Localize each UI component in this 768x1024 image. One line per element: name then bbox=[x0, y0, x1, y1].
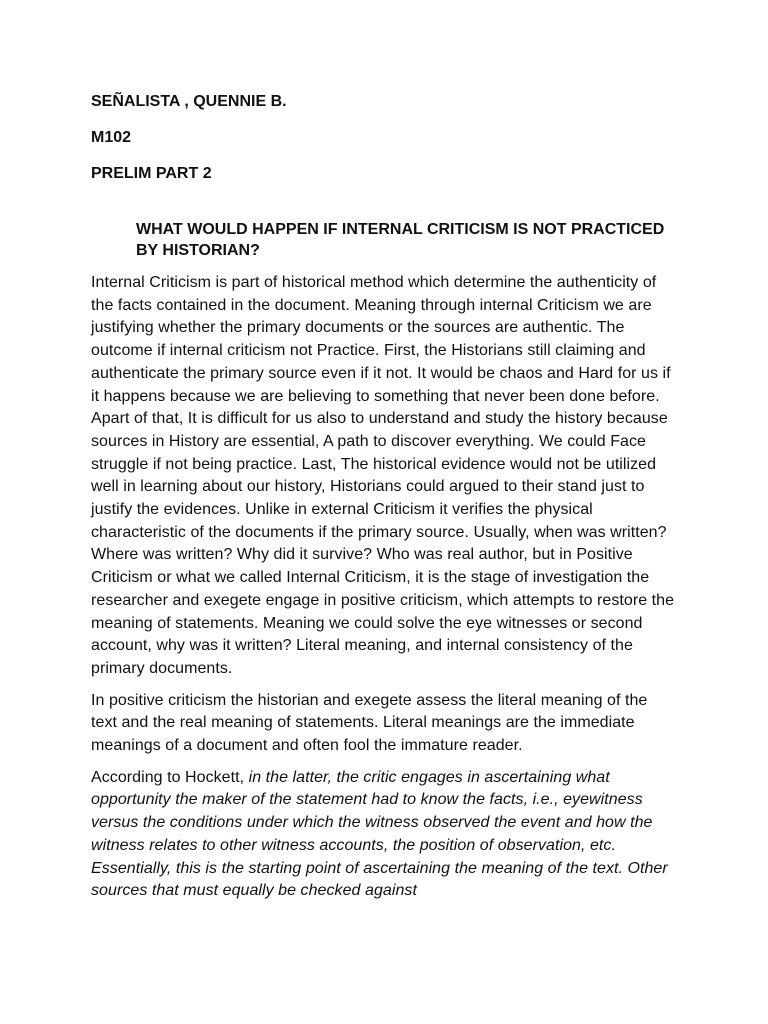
question-heading: WHAT WOULD HAPPEN IF INTERNAL CRITICISM IS NOT PRACTICED BY HISTORIAN? bbox=[136, 221, 665, 259]
paragraph-1 bbox=[91, 272, 677, 681]
paragraph-2-text: In positive criticism the historian and exegete assess the literal meaning of the text and the real meaning of statements. Literal meanings are the immediate meanings of a document and often fool the immature reader. bbox=[91, 691, 648, 755]
course-code: M102 bbox=[91, 129, 132, 146]
paragraph-3 bbox=[91, 767, 677, 903]
paragraph-3-lead-text: According to Hockett, bbox=[91, 768, 249, 786]
paragraph-1-text: Internal Criticism is part of historical method which determine the authenticity of the facts contained in the document. Meaning through internal Criticism we are justifying whether the primary documents or the sources are authentic. The outcome if internal criticism not Practice. First, the Historians still claiming and authenticate the primary source even if it not. It would be chaos and Hard for us if it happens because we are believing to something that never been done before. Apart of that, It is difficult for us also to understand and study the history because sources in History are essential, A path to discover everything. We could Face struggle if not being practice. Last, The historical evidence would not be utilized well in learning about our history, Historians could argued to their stand just to justify the evidences. Unlike in external Criticism it verifies the physical characteristic of the documents if the primary source. Usually, when was written? Where was written? Why did it survive? Who was real author, but in Positive Criticism or what we called Internal Criticism, it is the stage of investigation the researcher and exegete engage in positive criticism, which attempts to restore the meaning of statements. Meaning we could solve the eye witnesses or second account, why was it written? Literal meaning, and internal consistency of the primary documents. bbox=[91, 274, 675, 677]
student-name: SEÑALISTA , QUENNIE B. bbox=[91, 93, 287, 110]
document-body bbox=[91, 92, 677, 912]
paragraph-3-quote-text: in the latter, the critic engages in ascertaining what opportunity the maker of the statement had to know the facts, i.e., eyewitness versus the conditions under which the witness observed the event and how the witness relates to other witness accounts, the position of observation, etc. Essentially, this is the starting point of ascertaining the meaning of the text. Other sources that must equally be checked against bbox=[91, 768, 668, 900]
part-title: PRELIM PART 2 bbox=[91, 165, 212, 182]
paragraph-2 bbox=[91, 690, 677, 758]
